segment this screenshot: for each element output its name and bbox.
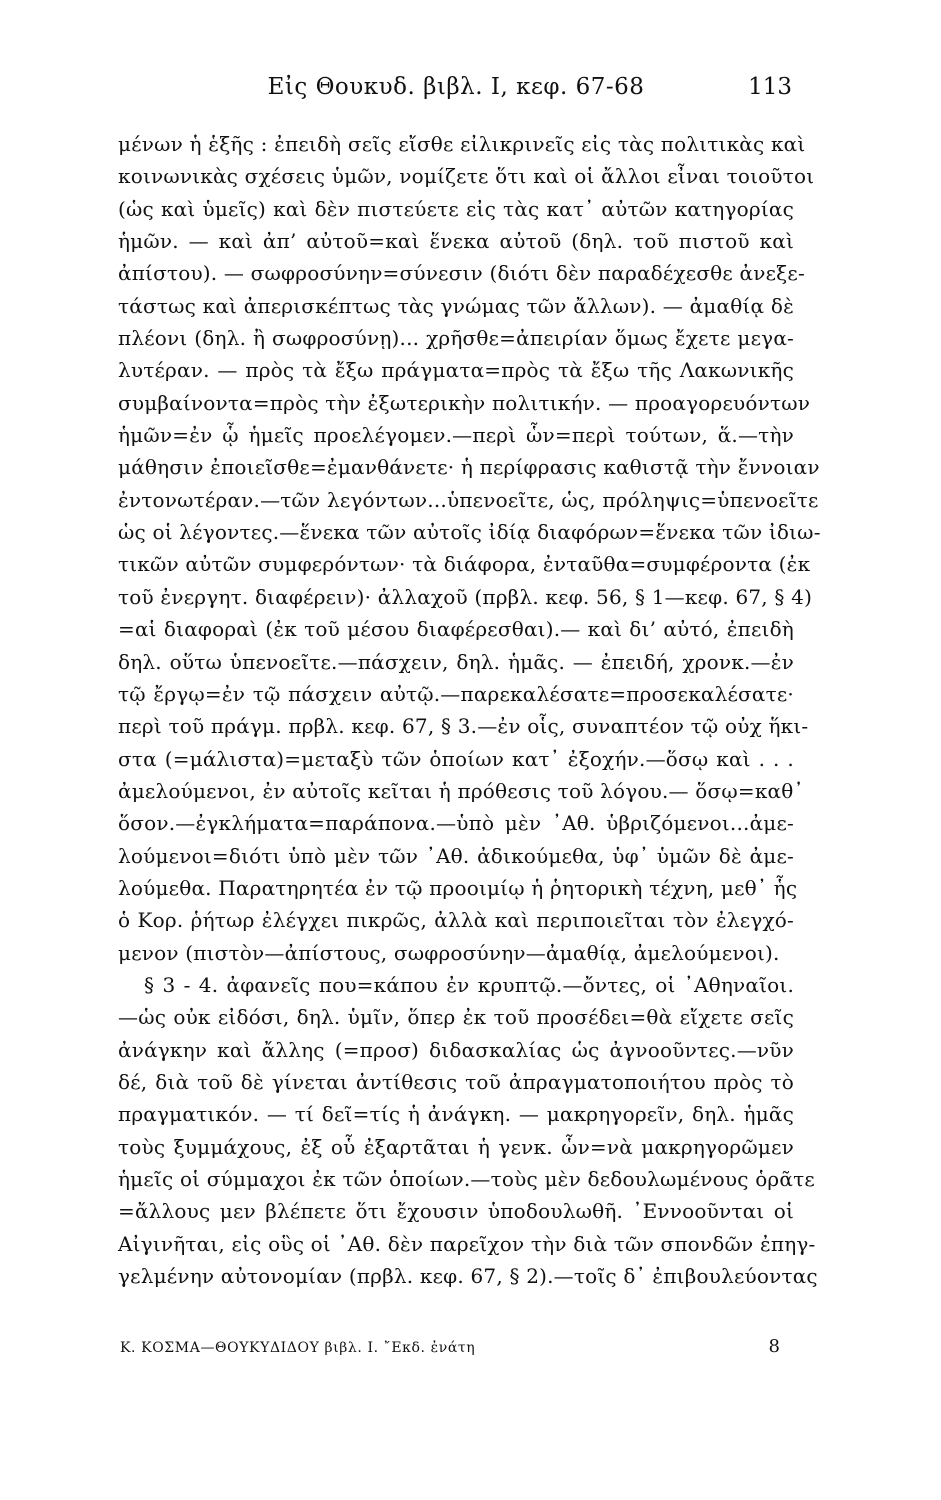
text-line: (ὡς καὶ ὑμεῖς) καὶ δὲν πιστεύετε εἰς τὰς κατ᾽ αὐτῶν κατηγορίας [118,196,794,221]
text-line: ἡμῶν. — καὶ ἀπ’ αὐτοῦ=καὶ ἕνεκα αὐτοῦ (δηλ. τοῦ πιστοῦ καὶ [118,229,794,254]
text-line: περὶ τοῦ πράγμ. πρβλ. κεφ. 67, § 3.—ἐν οἷς, συναπτέον τῷ οὐχ ἥκι- [118,714,809,739]
text-line: ὅσον.—ἐγκλήματα=παράπονα.—ὑπὸ μὲν ᾿Αθ. ὑβριζόμενοι...ἀμε- [118,811,794,836]
text-line: Αἰγινῆται, εἰς οὓς οἱ ᾿Αθ. δὲν παρεῖχον τὴν διὰ τῶν σπονδῶν ἐπηγ- [118,1231,816,1256]
text-line: συμβαίνοντα=πρὸς τὴν ἐξωτερικὴν πολιτικήν. — προαγορευόντων [118,390,811,415]
text-line: πλέονι (δηλ. ἢ σωφροσύνῃ)... χρῆσθε=ἀπειρίαν ὅμως ἔχετε μεγα- [118,326,794,351]
text-line: μενον (πιστὸν—ἀπίστους, σωφροσύνην—ἀμαθίᾳ, ἀμελούμενοι). [118,940,780,965]
footer-signature-line [120,1336,780,1364]
text-line: ἐντονωτέραν.—τῶν λεγόντων...ὑπενοεῖτε, ὡς, πρόληψις=ὑπενοεῖτε [118,487,819,512]
text-line: στα (=μάλιστα)=μεταξὺ τῶν ὁποίων κατ᾽ ἐξοχήν.—ὅσῳ καὶ . . . [118,746,794,771]
text-line: ἀνάγκην καὶ ἄλλης (=προσ) διδασκαλίας ὡς ἀγνοοῦντες.—νῦν [118,1037,794,1062]
text-line: δηλ. οὕτω ὑπενοεῖτε.—πάσχειν, δηλ. ἡμᾶς. — ἐπειδή, χρονκ.—ἐν [118,649,794,674]
text-line: ὡς οἱ λέγοντες.—ἕνεκα τῶν αὐτοῖς ἰδίᾳ διαφόρων=ἕνεκα τῶν ἰδιω- [118,520,821,545]
text-line: γελμένην αὐτονομίαν (πρβλ. κεφ. 67, § 2).—τοῖς δ᾽ ἐπιβουλεύοντας [118,1264,818,1289]
text-line: τοὺς ξυμμάχους, ἐξ οὗ ἐξαρτᾶται ἡ γενκ. ὧν=νὰ μακρηγορῶμεν [118,1134,794,1159]
text-line: μένων ἡ ἑξῆς : ἐπειδὴ σεῖς εἴσθε εἰλικρινεῖς εἰς τὰς πολιτικὰς καὶ [118,132,806,156]
text-line: τάστως καὶ ἀπερισκέπτως τὰς γνώμας τῶν ἄλλων). — ἀμαθίᾳ δὲ [118,293,794,318]
text-line: τικῶν αὐτῶν συμφερόντων· τὰ διάφορα, ἐνταῦθα=συμφέροντα (ἐκ [118,552,811,577]
text-line: λούμενοι=διότι ὑπὸ μὲν τῶν ᾿Αθ. ἀδικούμεθα, ὑφ᾽ ὑμῶν δὲ ἀμε- [118,843,794,868]
text-line: ἡμεῖς οἱ σύμμαχοι ἐκ τῶν ὁποίων.—τοὺς μὲν δεδουλωμένους ὁρᾶτε [118,1167,815,1191]
text-line: τῷ ἔργῳ=ἐν τῷ πάσχειν αὐτῷ.—παρεκαλέσατε=προσεκαλέσατε· [118,681,794,706]
text-line: λυτέραν. — πρὸς τὰ ἔξω πράγματα=πρὸς τὰ ἔξω τῆς Λακωνικῆς [118,358,794,383]
text-line: ὁ Κορ. ῥήτωρ ἐλέγχει πικρῶς, ἀλλὰ καὶ περιποιεῖται τὸν ἐλεγχό- [118,908,794,933]
text-line: μάθησιν ἐποιεῖσθε=ἐμανθάνετε· ἡ περίφρασις καθιστᾷ τὴν ἔννοιαν [118,455,820,480]
page-number: 113 [748,74,792,100]
text-line: λούμεθα. Παρατηρητέα ἐν τῷ προοιμίῳ ἡ ῥητορικὴ τέχνη, μεθ᾽ ἧς [118,875,798,900]
text-line: =αἱ διαφοραὶ (ἐκ τοῦ μέσου διαφέρεσθαι).— καὶ δι’ αὐτό, ἐπειδὴ [118,617,794,642]
text-line: τοῦ ἐνεργητ. διαφέρειν)· ἀλλαχοῦ (πρβλ. κεφ. 56, § 1—κεφ. 67, § 4) [118,584,813,609]
text-line: δέ, διὰ τοῦ δὲ γίνεται ἀντίθεσις τοῦ ἀπραγματοποιήτου πρὸς τὸ [118,1069,794,1094]
paragraph-start-line: § 3 - 4. ἀφανεῖς που=κάπου ἐν κρυπτῷ.—ὄντες, οἱ ᾿Αθηναῖοι. [144,972,794,997]
printer-signature: Κ. ΚΟΣΜΑ—ΘΟΥΚΥΔΙΔΟΥ βιβλ. Ι. ῎Εκδ. ἐνάτη [120,1340,476,1356]
signature-mark: 8 [768,1336,780,1357]
text-line: ἀπίστου). — σωφροσύνην=σύνεσιν (διότι δὲν παραδέχεσθε ἀνεξε- [118,261,805,286]
commentary-text [118,128,821,1292]
text-line: =ἄλλους μεν βλέπετε ὅτι ἔχουσιν ὑποδουλωθῆ. ᾿Εννοοῦνται οἱ [118,1199,794,1224]
running-title: Εἰς Θουκυδ. βιβλ. Ι, κεφ. 67-68 [267,74,645,100]
text-line: —ὡς οὐκ εἰδόσι, δηλ. ὑμῖν, ὅπερ ἐκ τοῦ προσέδει=θὰ εἴχετε σεῖς [118,1005,794,1030]
text-line: ἀμελούμενοι, ἐν αὐτοῖς κεῖται ἡ πρόθεσις τοῦ λόγου.— ὅσῳ=καθ᾽ [118,778,804,803]
text-line: κοινωνικὰς σχέσεις ὑμῶν, νομίζετε ὅτι καὶ οἱ ἄλλοι εἶναι τοιοῦτοι [118,164,815,189]
text-line: ἡμῶν=ἐν ᾧ ἡμεῖς προελέγομεν.—περὶ ὧν=περὶ τούτων, ἅ.—τὴν [118,423,794,448]
running-head [120,74,792,108]
text-line: πραγματικόν. — τί δεῖ=τίς ἡ ἀνάγκη. — μακρηγορεῖν, δηλ. ἡμᾶς [118,1102,794,1127]
